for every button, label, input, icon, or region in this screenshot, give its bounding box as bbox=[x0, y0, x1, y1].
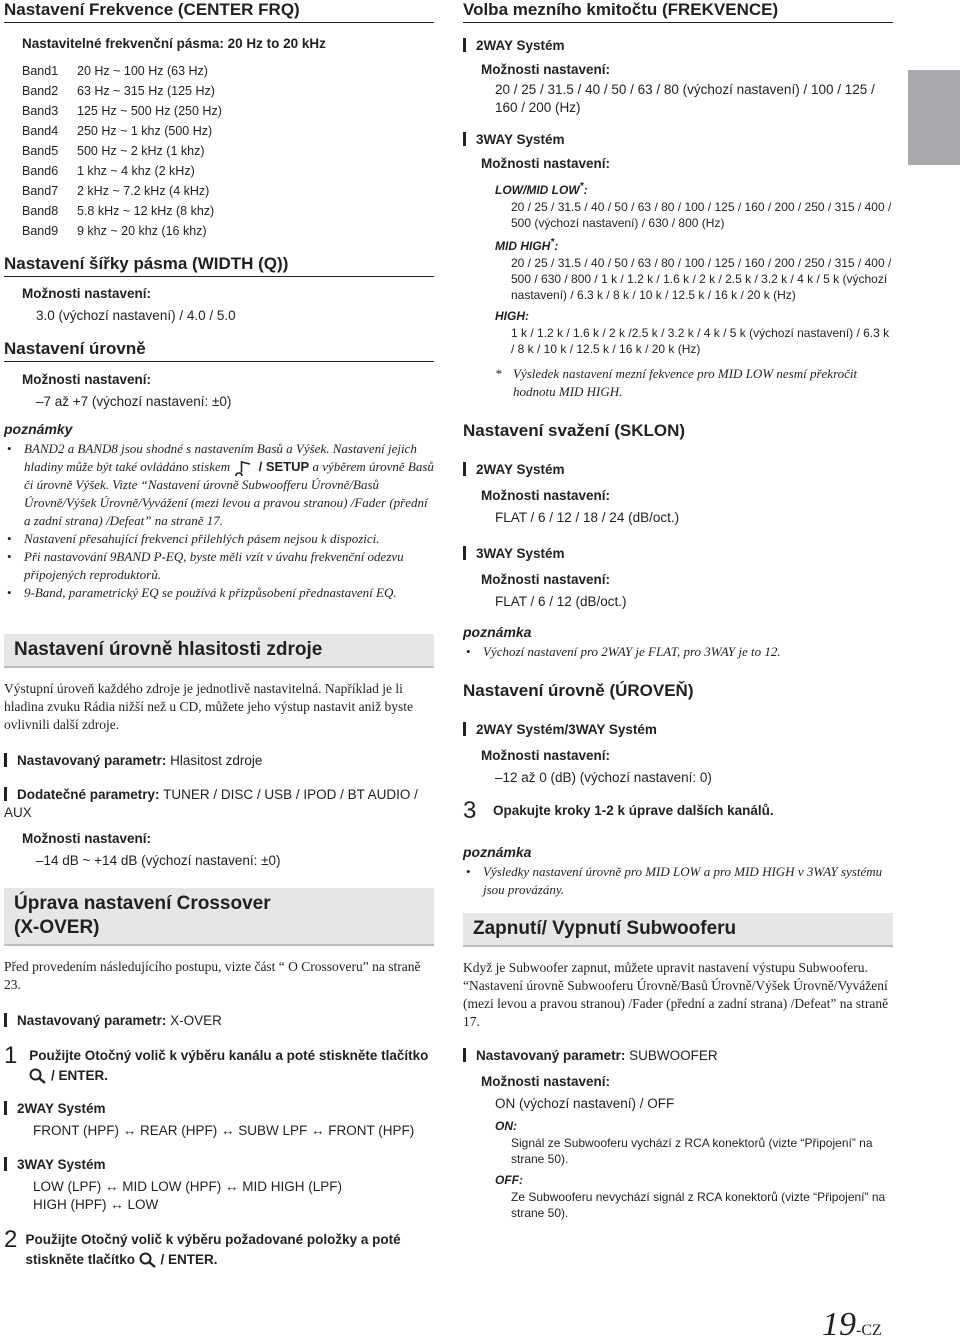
source-options: –14 dB ~ +14 dB (výchozí nastavení: ±0) bbox=[36, 853, 281, 869]
width-options: 3.0 (výchozí nastavení) / 4.0 / 5.0 bbox=[36, 308, 236, 323]
step-2: 2 Použijte Otočný volič k výběru požadované položky a poté stiskněte tlačítko / ENTER. bbox=[4, 1226, 401, 1268]
lvl-options: –12 až 0 (dB) (výchozí nastavení: 0) bbox=[495, 770, 712, 785]
xover-text: Před provedením následujícího postupu, vizte část “ O Crossoveru” na straně 23. bbox=[4, 959, 421, 993]
band-range: 63 Hz ~ 315 Hz (125 Hz) bbox=[77, 84, 215, 98]
source-extra: Dodatečné parametry: TUNER / DISC / USB / IPOD / BT AUDIO / AUX bbox=[4, 787, 418, 821]
lvl-note-list bbox=[463, 863, 893, 899]
s3-options: FLAT / 6 / 12 (dB/oct.) bbox=[495, 594, 627, 609]
band-name: Band3 bbox=[22, 104, 59, 118]
band-range: 2 kHz ~ 7.2 kHz (4 kHz) bbox=[77, 184, 210, 198]
band-range: 125 Hz ~ 500 Hz (250 Hz) bbox=[77, 104, 222, 118]
slope-heading: Nastavení svažení (SKLON) bbox=[463, 421, 686, 440]
lvl-options-label: Možnosti nastavení: bbox=[481, 748, 611, 763]
on-text: Signál ze Subwooferu vychází z RCA konektorů (vizte “Připojení” na strane 50). bbox=[511, 1136, 873, 1166]
note-item: • BAND2 a BAND8 jsou shodné s nastavením Basů a Výšek. Nastavení jejich hladiny může být také ovládáno stiskem / SETUP a výběrem úrovně Basů či úrovně Výšek. Vizte “Nastavení úrovně Subwoofferu Úrovně/Basů Úrovně/Výšek Úrovně/Vyvážení (mezi levou a pravou stranou) /Fader (přední a zadní strana) /Defeat” na straně 17. bbox=[4, 440, 434, 530]
w3-options-label: Možnosti nastavení: bbox=[481, 156, 611, 171]
level-options-label: Možnosti nastavení: bbox=[22, 372, 152, 387]
sub-options: ON (výchozí nastavení) / OFF bbox=[495, 1096, 675, 1111]
search-icon bbox=[29, 1068, 47, 1084]
asterisk-note: * Výsledek nastavení mezní fekvence pro MID LOW nesmí překročit hodnotu MID HIGH. bbox=[495, 366, 858, 399]
sub-options-label: Možnosti nastavení: bbox=[481, 1074, 611, 1089]
band-range: 9 khz ~ 20 khz (16 khz) bbox=[77, 224, 207, 238]
width-options-label: Možnosti nastavení: bbox=[22, 286, 152, 301]
lvl-sys-label: 2WAY Systém/3WAY Systém bbox=[463, 721, 893, 739]
band-row bbox=[22, 61, 222, 81]
w2-options-label: Možnosti nastavení: bbox=[481, 62, 611, 77]
band-name: Band6 bbox=[22, 164, 59, 178]
note-item: • Při nastavování 9BAND P-EQ, byste měli vzít v úvahu frekvenční odezvu připojených reproduktorů. bbox=[4, 548, 434, 584]
notes-title: poznámky bbox=[4, 421, 73, 437]
lowmid-values: 20 / 25 / 31.5 / 40 / 50 / 63 / 80 / 100 / 125 / 160 / 200 / 250 / 315 / 400 / 500 (výchozí nastavení) / 630 / 800 (Hz) bbox=[511, 200, 892, 230]
left-column bbox=[4, 0, 434, 1270]
band-row bbox=[22, 161, 222, 181]
s2-label: 2WAY Systém bbox=[463, 461, 893, 479]
freq-heading: Nastavení Frekvence (CENTER FRQ) bbox=[4, 0, 434, 23]
band-row bbox=[22, 81, 222, 101]
band-table bbox=[22, 61, 222, 241]
w3-label: 3WAY Systém bbox=[463, 131, 893, 149]
sys2-sequence: FRONT (HPF) ↔ REAR (HPF) ↔ SUBW LPF ↔ FRONT (HPF) bbox=[33, 1123, 415, 1139]
band-name: Band2 bbox=[22, 84, 59, 98]
high-label: HIGH: bbox=[495, 309, 529, 323]
sys3-sequence: LOW (LPF) ↔ MID LOW (HPF) ↔ MID HIGH (LPF) HIGH (HPF) ↔ LOW bbox=[33, 1179, 342, 1213]
s2-options-label: Možnosti nastavení: bbox=[481, 488, 611, 503]
w2-label: 2WAY Systém bbox=[463, 37, 893, 55]
right-column bbox=[463, 0, 893, 1221]
band-name: Band8 bbox=[22, 204, 59, 218]
midhigh-values: 20 / 25 / 31.5 / 40 / 50 / 63 / 80 / 100 / 125 / 160 / 200 / 250 / 315 / 400 / 500 / 630 / 800 / 1 k / 1.2 k / 1.6 k / 2 k / 2.5 k / 3.2 k / 4 k / 5 k (výchozí nastavení) / 6.3 k / 8 k / 10 k / 12.5 k / 16 k / 20 k (Hz) bbox=[511, 256, 892, 302]
band-range: 5.8 kHz ~ 12 kHz (8 khz) bbox=[77, 204, 215, 218]
band-range: 500 Hz ~ 2 kHz (1 khz) bbox=[77, 144, 205, 158]
band-name: Band7 bbox=[22, 184, 59, 198]
lowmid-label: LOW/MID LOW*: bbox=[495, 181, 588, 197]
band-row bbox=[22, 141, 222, 161]
w2-options: 20 / 25 / 31.5 / 40 / 50 / 63 / 80 (výchozí nastavení) / 100 / 125 / 160 / 200 (Hz) bbox=[495, 82, 875, 115]
subwoofer-text: Když je Subwoofer zapnut, můžete upravit nastavení výstupu Subwooferu. “Nastavení úrovně Subwooferu Úrovně/Basů Úrovně/Výšek Úrovně/Vyvážení (mezi levou a pravou stranou) /Fader (přední a zadní strana) /Defeat” na straně 17. bbox=[463, 960, 889, 1029]
source-heading: Nastavení úrovně hlasitosti zdroje bbox=[4, 634, 434, 668]
band-range: 1 khz ~ 4 khz (2 kHz) bbox=[77, 164, 195, 178]
band-range: 20 Hz ~ 100 Hz (63 Hz) bbox=[77, 64, 208, 78]
freq-subtitle: Nastavitelné frekvenční pásma: 20 Hz to 20 kHz bbox=[22, 36, 326, 51]
note-item: • Výsledky nastavení úrovně pro MID LOW a pro MID HIGH v 3WAY systému jsou provázány. bbox=[463, 863, 893, 899]
source-options-label: Možnosti nastavení: bbox=[22, 831, 152, 847]
level-heading: Nastavení úrovně bbox=[4, 339, 434, 362]
note-item: • Výchozí nastavení pro 2WAY je FLAT, pro 3WAY je to 12. bbox=[463, 643, 893, 661]
note-item: • Nastavení přesahující frekvenci přilehlých pásem nejsou k dispozici. bbox=[4, 530, 434, 548]
subwoofer-heading: Zapnutí/ Vypnutí Subwooferu bbox=[463, 913, 893, 947]
notes-list bbox=[4, 440, 434, 602]
band-row bbox=[22, 101, 222, 121]
band-row bbox=[22, 221, 222, 241]
slope-note-list bbox=[463, 643, 893, 661]
level-2-heading: Nastavení úrovně (ÚROVEŇ) bbox=[463, 681, 694, 700]
band-name: Band9 bbox=[22, 224, 59, 238]
xover-param: Nastavovaný parametr: X-OVER bbox=[4, 1012, 434, 1030]
midhigh-label: MID HIGH*: bbox=[495, 237, 559, 253]
band-range: 250 Hz ~ 1 khz (500 Hz) bbox=[77, 124, 213, 138]
band-row bbox=[22, 121, 222, 141]
band-row bbox=[22, 201, 222, 221]
band-name: Band1 bbox=[22, 64, 59, 78]
source-param: Nastavovaný parametr: Hlasitost zdroje bbox=[4, 752, 434, 770]
band-name: Band5 bbox=[22, 144, 59, 158]
lvl-note-title: poznámka bbox=[463, 844, 532, 860]
source-text: Výstupní úroveň každého zdroje je jednotlivě nastavitelná. Například je li hladina zvuku Rádia nižší než u CD, můžete jeho výstup nastavit aniž byste ovlivnili další zdroje. bbox=[4, 681, 414, 733]
sub-param: Nastavovaný parametr: SUBWOOFER bbox=[463, 1047, 893, 1065]
off-label: OFF: bbox=[495, 1173, 523, 1187]
s3-options-label: Možnosti nastavení: bbox=[481, 572, 611, 587]
cutoff-heading: Volba mezního kmitočtu (FREKVENCE) bbox=[463, 0, 893, 23]
search-icon bbox=[139, 1252, 157, 1268]
band-name: Band4 bbox=[22, 124, 59, 138]
band-row bbox=[22, 181, 222, 201]
slope-note-title: poznámka bbox=[463, 624, 532, 640]
xover-heading: Úprava nastavení Crossover (X-OVER) bbox=[4, 888, 434, 946]
s2-options: FLAT / 6 / 12 / 18 / 24 (dB/oct.) bbox=[495, 510, 680, 525]
s3-label: 3WAY Systém bbox=[463, 545, 893, 563]
audio-note-icon bbox=[233, 460, 255, 476]
sys2-label: 2WAY Systém bbox=[4, 1100, 434, 1118]
on-label: ON: bbox=[495, 1119, 517, 1133]
note-item: • 9-Band, parametrický EQ se používá k přizpůsobení přednastavení EQ. bbox=[4, 584, 434, 602]
step-3: 3 Opakujte kroky 1-2 k úprave dalších kanálů. bbox=[463, 797, 774, 824]
section-tab bbox=[908, 70, 960, 165]
step-1: 1 Použijte Otočný volič k výběru kanálu a poté stiskněte tlačítko / ENTER. bbox=[4, 1042, 429, 1084]
off-text: Ze Subwooferu nevychází signál z RCA konektorů (vizte “Připojení” na strane 50). bbox=[511, 1190, 886, 1220]
sys3-label: 3WAY Systém bbox=[4, 1156, 434, 1174]
width-heading: Nastavení šířky pásma (WIDTH (Q)) bbox=[4, 254, 434, 277]
high-values: 1 k / 1.2 k / 1.6 k / 2 k /2.5 k / 3.2 k / 4 k / 5 k (výchozí nastavení) / 6.3 k / 8 k / 10 k / 12.5 k / 16 k / 20 k (Hz) bbox=[511, 326, 890, 356]
level-options: –7 až +7 (výchozí nastavení: ±0) bbox=[36, 394, 232, 409]
page-number: 19-CZ bbox=[822, 1306, 882, 1343]
